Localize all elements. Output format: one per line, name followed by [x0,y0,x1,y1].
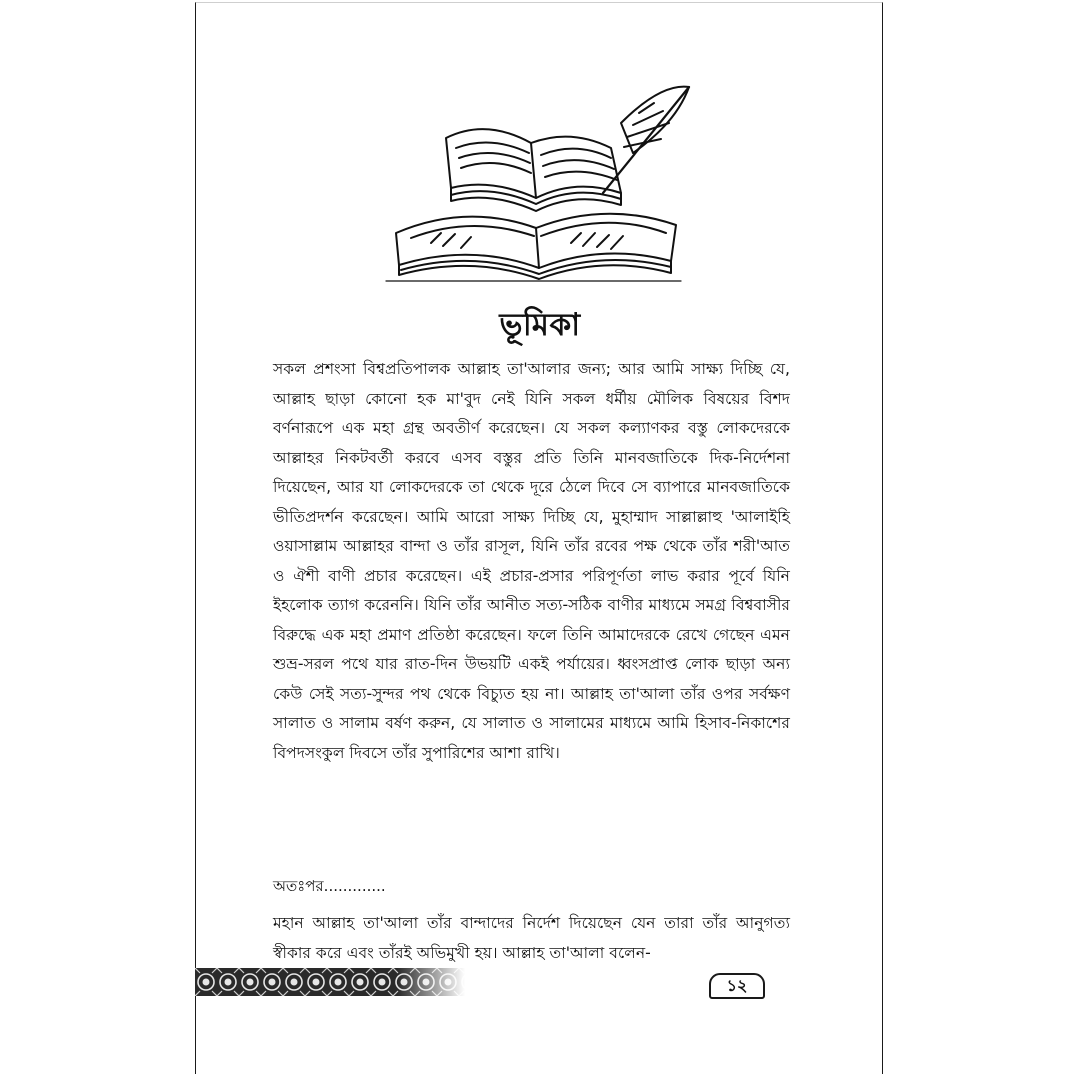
body-paragraph-2: মহান আল্লাহ তা'আলা তাঁর বান্দাদের নির্দেশ দিয়েছেন যেন তারা তাঁর আনুগত্য স্বীকার করে এবং তাঁরই অভিমুখী হয়। আল্লাহ তা'আলা বলেন- [273,914,790,962]
book-page [195,2,883,1074]
decorative-border-icon [195,968,465,996]
page-title: ভূমিকা [499,307,581,343]
page-number: ১২ [709,973,765,999]
body-paragraph-1: সকল প্রশংসা বিশ্বপ্রতিপালক আল্লাহ তা'আলার জন্য; আর আমি সাক্ষ্য দিচ্ছি যে, আল্লাহ ছাড়া কোনো হক মা'বুদ নেই যিনি সকল ধর্মীয় মৌলিক বিষয়ের বিশদ বর্ণনারূপে এক মহা গ্রন্থ অবতীর্ণ করেছেন। যে সকল কল্যাণকর বস্তু লোকদেরকে আল্লাহর নিকটবর্তী করবে এসব বস্তুর প্রতি তিনি মানবজাতিকে দিক-নির্দেশনা দিয়েছেন, আর যা লোকদেরকে তা থেকে দূরে ঠেলে দিবে সে ব্যাপারে মানবজাতিকে ভীতিপ্রদর্শন করেছেন। আমি আরো সাক্ষ্য দিচ্ছি যে, মুহাম্মাদ সাল্লাল্লাহু 'আলাইহি ওয়াসাল্লাম আল্লাহর বান্দা ও তাঁর রাসূল, যিনি তাঁর রবের পক্ষ থেকে তাঁর শরী'আত ও ঐশী বাণী প্রচার করেছেন। এই প্রচার-প্রসার পরিপূর্ণতা লাভ করার পূর্বে যিনি ইহলোক ত্যাগ করেননি। যিনি তাঁর আনীত সত্য-সঠিক বাণীর মাধ্যমে সমগ্র বিশ্ববাসীর বিরুদ্ধে এক মহা প্রমাণ প্রতিষ্ঠা করেছেন। ফলে তিনি আমাদেরকে রেখে গেছেন এমন শুভ্র-সরল পথে যার রাত-দিন উভয়টি একই পর্যায়ের। ধ্বংসপ্রাপ্ত লোক ছাড়া অন্য কেউ সেই সত্য-সুন্দর পথ থেকে বিচ্যুত হয় না। আল্লাহ তা'আলা তাঁর ওপর সর্বক্ষণ সালাত ও সালাম বর্ষণ করুন, যে সালাত ও সালামের মাধ্যমে আমি হিসাব-নিকাশের বিপদসংকুল দিবসে তাঁর সুপারিশের আশা রাখি। [273,360,790,762]
open-books-quill-icon [371,83,696,283]
closing-line: অতঃপর............. [273,877,386,895]
